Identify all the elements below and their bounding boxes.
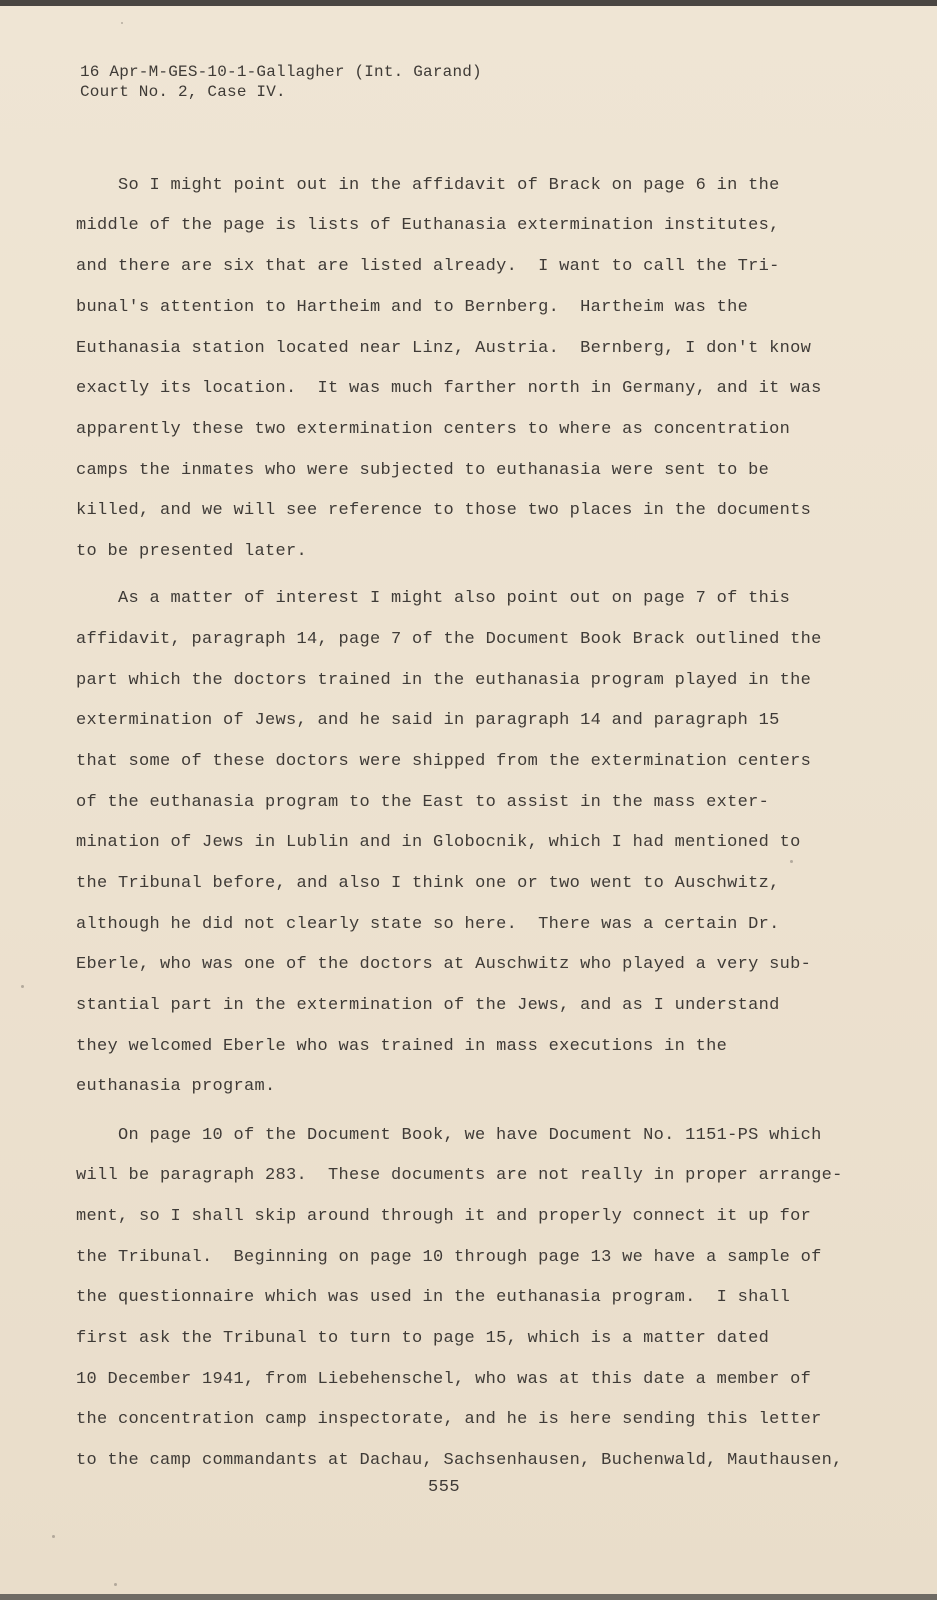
- document-header: [80, 62, 482, 102]
- text-line: killed, and we will see reference to those two places in the documents: [76, 501, 812, 520]
- text-line: of the euthanasia program to the East to assist in the mass exter-: [76, 793, 770, 812]
- text-line: part which the doctors trained in the euthanasia program played in the: [76, 671, 812, 690]
- page-number: 555: [428, 1478, 461, 1497]
- text-line: As a matter of interest I might also point out on page 7 of this: [118, 589, 791, 608]
- text-line: the Tribunal. Beginning on page 10 through page 13 we have a sample of: [76, 1248, 822, 1267]
- text-line: middle of the page is lists of Euthanasia extermination institutes,: [76, 216, 780, 235]
- text-line: and there are six that are listed already. I want to call the Tri-: [76, 257, 780, 276]
- scan-speck: [52, 1535, 55, 1538]
- text-line: the Tribunal before, and also I think one or two went to Auschwitz,: [76, 874, 780, 893]
- text-line: 10 December 1941, from Liebehenschel, who was at this date a member of: [76, 1370, 812, 1389]
- text-line: bunal's attention to Hartheim and to Bernberg. Hartheim was the: [76, 298, 749, 317]
- text-line: first ask the Tribunal to turn to page 15, which is a matter dated: [76, 1329, 770, 1348]
- scan-speck: [21, 985, 24, 988]
- scan-bottom-edge: [0, 1594, 937, 1600]
- text-line: camps the inmates who were subjected to euthanasia were sent to be: [76, 461, 770, 480]
- text-line: euthanasia program.: [76, 1077, 276, 1096]
- text-line: extermination of Jews, and he said in paragraph 14 and paragraph 15: [76, 711, 780, 730]
- header-line-2: Court No. 2, Case IV.: [80, 83, 286, 101]
- text-line: affidavit, paragraph 14, page 7 of the Document Book Brack outlined the: [76, 630, 822, 649]
- scan-speck: [790, 860, 793, 863]
- text-line: the concentration camp inspectorate, and he is here sending this letter: [76, 1410, 822, 1429]
- text-line: to the camp commandants at Dachau, Sachsenhausen, Buchenwald, Mauthausen,: [76, 1451, 843, 1470]
- text-line: So I might point out in the affidavit of Brack on page 6 in the: [118, 176, 780, 195]
- text-line: Eberle, who was one of the doctors at Auschwitz who played a very sub-: [76, 955, 812, 974]
- text-line: mination of Jews in Lublin and in Globocnik, which I had mentioned to: [76, 833, 801, 852]
- text-line: Euthanasia station located near Linz, Austria. Bernberg, I don't know: [76, 339, 812, 358]
- text-line: will be paragraph 283. These documents are not really in proper arrange-: [76, 1166, 843, 1185]
- text-line: stantial part in the extermination of the Jews, and as I understand: [76, 996, 780, 1015]
- scan-speck: [121, 22, 123, 24]
- text-line: ment, so I shall skip around through it and properly connect it up for: [76, 1207, 812, 1226]
- scan-speck: [114, 1583, 117, 1586]
- text-line: On page 10 of the Document Book, we have Document No. 1151-PS which: [118, 1126, 822, 1145]
- scan-top-edge: [0, 0, 937, 6]
- text-line: the questionnaire which was used in the euthanasia program. I shall: [76, 1288, 791, 1307]
- text-line: that some of these doctors were shipped from the extermination centers: [76, 752, 812, 771]
- header-line-1: 16 Apr-M-GES-10-1-Gallagher (Int. Garand): [80, 63, 482, 81]
- text-line: to be presented later.: [76, 542, 308, 561]
- text-line: they welcomed Eberle who was trained in mass executions in the: [76, 1037, 728, 1056]
- text-line: apparently these two extermination centers to where as concentration: [76, 420, 791, 439]
- text-line: exactly its location. It was much farther north in Germany, and it was: [76, 379, 822, 398]
- text-line: although he did not clearly state so here. There was a certain Dr.: [76, 915, 780, 934]
